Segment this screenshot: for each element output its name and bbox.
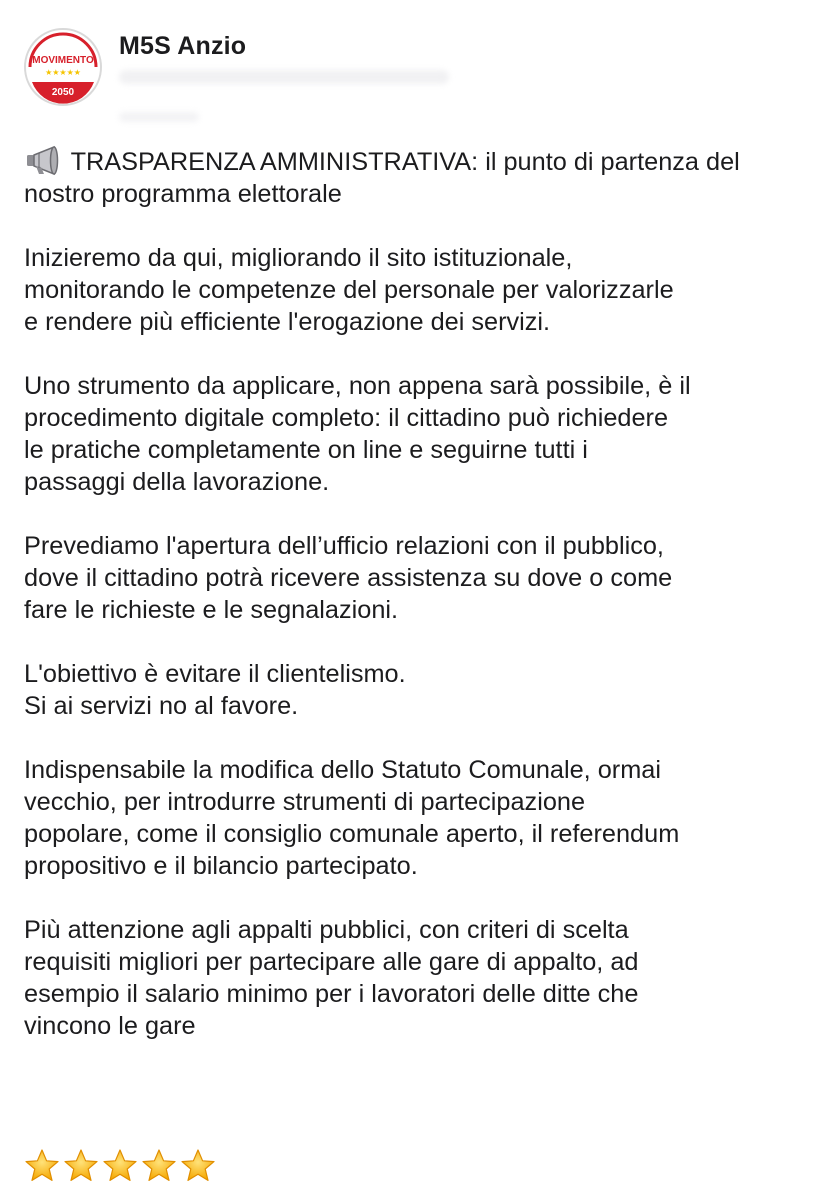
logo-top-text: MOVIMENTO [32,55,94,66]
post-meta-redacted-secondary [119,112,199,122]
megaphone-icon [24,145,64,177]
post-meta-redacted [119,70,449,84]
avatar[interactable] [24,28,102,106]
post-paragraph: Prevediamo l'apertura dell’ufficio relazioni con il pubblico, dove il cittadino potrà ricevere assistenza su dove o come fare le richieste e le segnalazioni. [24,532,673,624]
logo-bottom-text: 2050 [51,87,75,98]
post-paragraph: L'obiettivo è evitare il clientelismo. Si ai servizi no al favore. [24,660,406,720]
post-header [24,28,804,118]
svg-text:★★★★★: ★★★★★ [45,68,81,77]
star-icon [63,1148,99,1184]
post-title: TRASPARENZA AMMINISTRATIVA: il punto di partenza del nostro programma elettorale [24,148,740,208]
star-icon [102,1148,138,1184]
star-icon [141,1148,177,1184]
post-paragraph: Indispensabile la modifica dello Statuto Comunale, ormai vecchio, per introdurre strumenti di partecipazione popolare, come il consiglio comunale aperto, il referendum propositivo e il bilancio partecipato. [24,756,680,880]
star-icon [24,1148,60,1184]
post-title-paragraph [24,145,814,210]
movimento-logo [26,30,100,104]
page-name[interactable]: M5S Anzio [119,32,247,60]
post-paragraph: Più attenzione agli appalti pubblici, con criteri di scelta requisiti migliori per partecipare alle gare di appalto, ad esempio il salario minimo per i lavoratori delle ditte che vincono le gare [24,916,639,1040]
post-paragraph: Uno strumento da applicare, non appena sarà possibile, è il procedimento digitale completo: il cittadino può richiedere le pratiche completamente on line e seguirne tutti i passaggi della lavorazione. [24,372,691,496]
stars-row [24,1148,216,1188]
star-icon [180,1148,216,1184]
post-paragraph: Inizieremo da qui, migliorando il sito istituzionale, monitorando le competenze del personale per valorizzarle e rendere più efficiente l'erogazione dei servizi. [24,244,674,336]
post-body [24,145,814,1074]
